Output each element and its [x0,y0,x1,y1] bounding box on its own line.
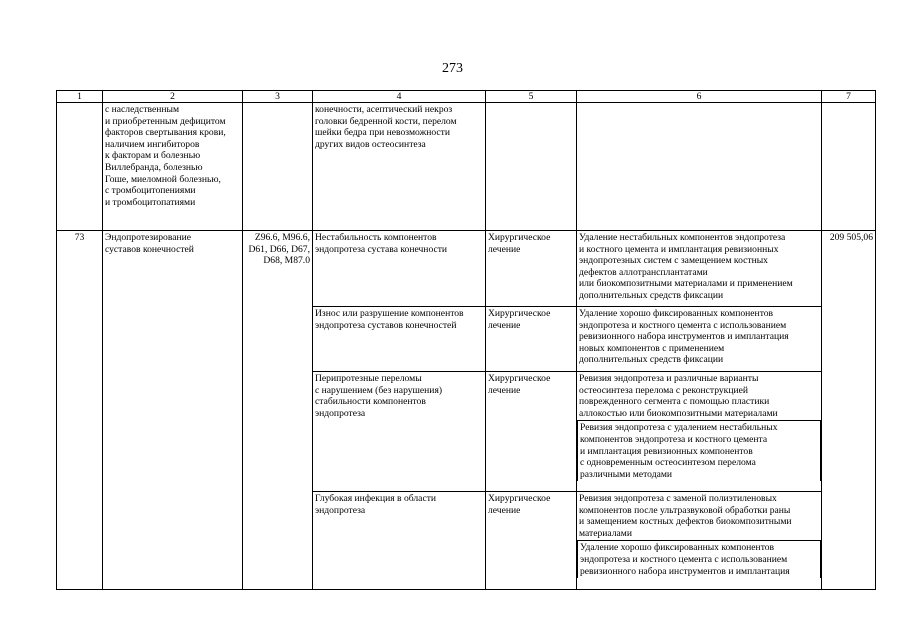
column-number: 2 [103,91,243,103]
cont-method-cell [577,103,822,231]
entry-number [57,231,103,590]
model-cell [313,372,486,492]
column-number: 5 [486,91,577,103]
text-line: с наследственным [105,104,180,115]
text-line: суставов конечностей [105,243,194,255]
text-line: конечности, асептический некроз [315,104,453,115]
text-line: Ревизия эндопротеза с заменой полиэтиленовых [579,493,777,504]
text-line: лечение [488,319,521,331]
text-line: новых компонентов с применением [579,342,725,354]
cont-codes-cell [243,103,313,231]
cont-model-cell [313,103,486,231]
text-line: Виллебранда, болезнью [105,161,203,173]
text-line: и тромбоцитопатиями [105,196,196,208]
method-cell [577,492,822,590]
text-line: материалами [579,527,632,539]
column-number: 1 [57,91,103,103]
text-line: D68, M87.0 [263,255,310,267]
text-line: к факторам и болезнью [105,150,201,162]
medical-care-table [56,90,876,590]
cost-value: 209 505,06 [829,232,873,243]
text-line: с тромбоцитопениями [105,185,196,197]
text-line: и приобретенным дефицитом [105,115,226,127]
text-line: шейки бедра при невозможности [315,127,450,139]
text-line: остеосинтеза перелома с реконструкцией [579,384,749,396]
text-line: дополнительных средств фиксации [579,354,724,366]
model-cell [313,307,486,372]
text-line: эндопротеза [315,504,366,516]
method-cell [577,372,822,492]
text-line: лечение [488,384,521,396]
text-line: эндопротеза сустава конечности [315,243,448,255]
text-line: Хирургическое [488,493,551,504]
text-line: наличием ингибиторов [105,138,200,150]
text-line: головки бедренной кости, перелом [315,115,457,127]
text-line: или биокомпозитными материалами и применением [579,278,793,290]
cont-cost-cell [822,103,876,231]
treatment-type-cell [486,307,577,372]
text-line: лечение [488,504,521,516]
text-line: Ревизия эндопротеза и различные варианты [579,373,759,384]
text-line: Хирургическое [488,373,551,384]
text-line: D61, D66, D67, [248,243,310,255]
page-number: 273 [442,61,463,76]
text-line: дефектов аллотрансплантатами [579,266,708,278]
text-line: Удаление нестабильных компонентов эндопротеза [579,232,786,243]
treatment-type-cell [486,492,577,590]
entry-name-cell [103,231,243,590]
text-line: эндопротезных систем с замещением костных [579,255,768,267]
text-line: Хирургическое [488,308,551,319]
text-line: ревизионного набора инструментов и имплантация [580,565,790,577]
entry-number-text: 73 [74,232,85,243]
text-line: и замещением костных дефектов биокомпозитными [579,516,792,528]
text-line: факторов свертывания крови, [105,127,226,139]
column-number: 6 [577,91,822,103]
text-line: Глубокая инфекция в области [315,493,437,504]
column-number: 7 [822,91,876,103]
text-line: ревизионного набора инструментов и имплантация [579,331,789,343]
method-cell [577,231,822,307]
text-line: других видов остеосинтеза [315,138,426,150]
text-line: Удаление хорошо фиксированных компонентов [580,542,775,554]
text-line: с нарушением (без нарушения) [315,384,443,396]
text-line: лечение [488,243,521,255]
text-line: Z96.6, M96.6, [254,232,310,243]
text-line: эндопротеза и костного цемента с использованием [580,553,788,565]
text-line: Гоше, миеломной болезнью, [105,173,221,185]
method-block [579,493,819,541]
text-line: и костного цемента и имплантация ревизионных [579,243,779,255]
text-line: эндопротеза и костного цемента с использованием [579,319,787,331]
text-line: Хирургическое [488,232,551,243]
text-line: поврежденного сегмента с помощью пластики [579,396,770,408]
text-line: эндопротеза [315,407,366,419]
icd-codes-cell [243,231,313,590]
text-line: Перипротезные переломы [315,373,422,384]
text-line: стабильности компонентов [315,396,426,408]
table-row [57,231,876,307]
text-line: эндопротеза суставов конечностей [315,319,457,331]
method-block [577,540,821,578]
text-line: компонентов после ультразвуковой обработки раны [579,504,791,516]
text-line: различными методами [580,468,673,480]
cont-name-cell [103,103,243,231]
cont-type-cell [486,103,577,231]
text-line: аллокостью или биокомпозитными материалами [579,407,778,419]
treatment-type-cell [486,372,577,492]
method-cell [577,307,822,372]
cont-num-cell [57,103,103,231]
text-line: Нестабильность компонентов [315,232,437,243]
text-line: и имплантация ревизионных компонентов [580,445,753,457]
method-block [577,420,821,481]
model-cell [313,492,486,590]
text-line: Удаление хорошо фиксированных компонентов [579,308,774,319]
text-line: Ревизия эндопротеза с удалением нестабильных [580,422,778,434]
text-line: Эндопротезирование [105,232,192,243]
cost-cell [822,231,876,590]
text-line: дополнительных средств фиксации [579,289,724,301]
continued-row [57,103,876,231]
column-number-row [57,91,876,103]
text-line: компонентов эндопротеза и костного цемента [580,433,768,445]
text-line: Износ или разрушение компонентов [315,308,464,319]
treatment-type-cell [486,231,577,307]
model-cell [313,231,486,307]
method-block [579,373,819,421]
text-line: с одновременным остеосинтезом перелома [580,457,756,469]
column-number: 4 [313,91,486,103]
column-number: 3 [243,91,313,103]
